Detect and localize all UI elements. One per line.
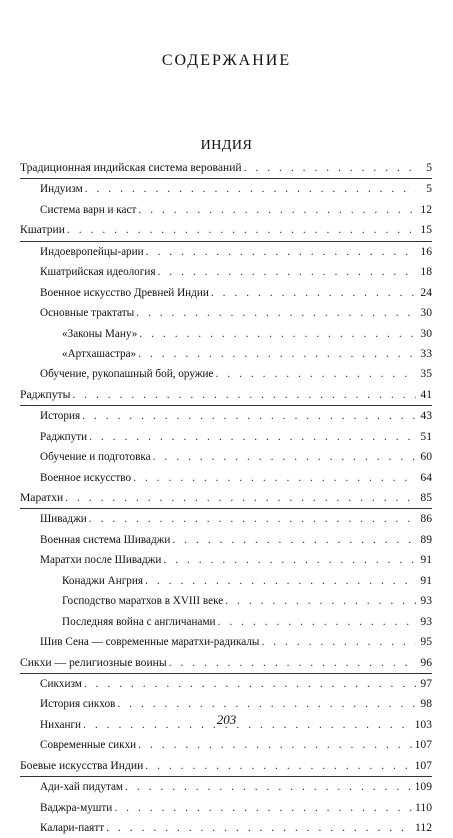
toc-entry-title: Господство маратхов в XVIII веке — [62, 595, 224, 608]
toc-entry — [20, 488, 432, 509]
toc-entry — [20, 509, 432, 529]
toc-entry-title: Сикхизм — [40, 677, 82, 690]
toc-entry-title: Сикхи — религиозные воины — [20, 655, 167, 669]
toc-entry — [20, 179, 432, 199]
toc-entry — [20, 324, 432, 344]
toc-entry-page: 91 — [420, 553, 432, 567]
toc-entry-page: 41 — [420, 387, 432, 401]
toc-entry-page: 110 — [415, 800, 432, 814]
toc-leader-dots — [225, 591, 416, 611]
toc-entry-title: Калари-паятт — [40, 822, 105, 834]
toc-entry-page: 16 — [420, 244, 432, 258]
toc-leader-dots — [106, 818, 413, 838]
toc-entry-title: Обучение, рукопашный бой, оружие — [40, 368, 214, 381]
toc-leader-dots — [169, 653, 416, 673]
toc-entry-page: 91 — [420, 573, 432, 587]
toc-entry-page: 93 — [420, 614, 432, 628]
toc-leader-dots — [172, 530, 416, 550]
toc-entry — [20, 385, 432, 406]
toc-entry-title: История — [40, 410, 81, 423]
toc-leader-dots — [84, 674, 416, 694]
toc-entry-page: 18 — [420, 265, 432, 279]
toc-entry-page: 93 — [420, 594, 432, 608]
toc-entry-title: Основные трактаты — [40, 307, 135, 320]
table-of-contents — [20, 158, 432, 838]
toc-entry-page: 30 — [420, 326, 432, 340]
toc-entry-title: Индуизм — [40, 183, 83, 196]
toc-entry — [20, 777, 432, 797]
toc-entry — [20, 283, 432, 303]
toc-entry-page: 33 — [420, 346, 432, 360]
toc-entry-title: Раджпути — [40, 430, 88, 443]
toc-entry-page: 112 — [415, 821, 432, 834]
toc-entry — [20, 200, 432, 220]
toc-entry-page: 103 — [414, 717, 432, 731]
toc-entry-title: Конаджи Ангрия — [62, 574, 144, 587]
toc-leader-dots — [136, 303, 416, 323]
page-title: СОДЕРЖАНИЕ — [161, 52, 292, 69]
toc-entry — [20, 468, 432, 488]
toc-entry-page: 95 — [420, 635, 432, 649]
toc-entry-title: Обучение и подготовка — [40, 451, 151, 464]
toc-entry-page: 43 — [420, 409, 432, 423]
toc-leader-dots — [244, 158, 416, 178]
toc-entry-title: Кшатрийская идеология — [40, 266, 156, 279]
toc-entry — [20, 364, 432, 384]
toc-entry-title: Современные сикхи — [40, 739, 137, 752]
toc-leader-dots — [153, 447, 416, 467]
toc-entry — [20, 550, 432, 570]
toc-entry — [20, 344, 432, 364]
toc-entry-page: 107 — [414, 758, 432, 772]
toc-entry-page: 60 — [420, 450, 432, 464]
toc-leader-dots — [211, 283, 416, 303]
toc-entry-page: 107 — [414, 738, 432, 752]
toc-leader-dots — [138, 735, 412, 755]
toc-entry — [20, 798, 432, 818]
toc-leader-dots — [139, 324, 416, 344]
toc-entry-title: Кшатрии — [20, 223, 65, 237]
toc-entry-page: 5 — [426, 161, 432, 174]
toc-leader-dots — [65, 488, 416, 508]
toc-entry — [20, 591, 432, 611]
toc-entry-title: Индоевропейцы-арии — [40, 245, 144, 258]
toc-entry — [20, 427, 432, 447]
toc-entry-page: 86 — [420, 512, 432, 526]
toc-entry-page: 15 — [420, 223, 432, 237]
toc-entry — [20, 262, 432, 282]
toc-entry-page: 96 — [420, 655, 432, 669]
toc-entry — [20, 406, 432, 426]
toc-entry-title: Система варн и каст — [40, 203, 137, 216]
toc-leader-dots — [138, 344, 416, 364]
toc-entry-title: «Артхашастра» — [62, 347, 137, 360]
toc-entry-page: 85 — [420, 491, 432, 504]
section-title: ИНДИЯ — [200, 138, 253, 153]
toc-leader-dots — [261, 632, 416, 652]
toc-leader-dots — [138, 200, 416, 220]
toc-leader-dots — [215, 364, 416, 384]
toc-leader-dots — [82, 406, 416, 426]
toc-leader-dots — [146, 242, 416, 262]
toc-entry-page: 109 — [414, 780, 432, 794]
toc-entry-page: 51 — [420, 429, 432, 443]
toc-entry — [20, 756, 432, 777]
toc-entry — [20, 612, 432, 632]
toc-entry-title: Военное искусство Древней Индии — [40, 286, 209, 299]
toc-entry-title: Последняя война с англичанами — [62, 615, 216, 628]
toc-entry-page: 98 — [420, 697, 432, 711]
toc-entry — [20, 303, 432, 323]
toc-entry — [20, 571, 432, 591]
toc-entry-title: Маратхи после Шиваджи — [40, 554, 162, 567]
toc-entry — [20, 632, 432, 652]
toc-entry-page: 5 — [426, 182, 432, 196]
toc-entry-page: 12 — [420, 202, 432, 216]
toc-leader-dots — [114, 798, 413, 818]
toc-entry-page: 64 — [420, 470, 432, 484]
toc-entry-title: Традиционная индийская система верований — [20, 161, 242, 174]
toc-entry-page: 24 — [420, 285, 432, 299]
toc-leader-dots — [67, 220, 416, 240]
toc-entry — [20, 447, 432, 467]
toc-leader-dots — [163, 550, 416, 570]
toc-entry-title: Боевые искусства Индии — [20, 758, 144, 772]
toc-entry — [20, 158, 432, 179]
toc-entry-title: Ваджра-мушти — [40, 801, 113, 814]
toc-leader-dots — [157, 262, 416, 282]
toc-entry — [20, 653, 432, 674]
toc-entry — [20, 735, 432, 755]
toc-leader-dots — [145, 571, 416, 591]
toc-entry — [20, 242, 432, 262]
toc-leader-dots — [89, 509, 416, 529]
toc-entry-title: Военная система Шиваджи — [40, 533, 171, 546]
toc-entry-title: Раджпуты — [20, 387, 71, 401]
toc-leader-dots — [133, 468, 416, 488]
toc-leader-dots — [85, 179, 416, 199]
toc-leader-dots — [89, 427, 416, 447]
toc-entry — [20, 530, 432, 550]
toc-leader-dots — [125, 777, 413, 797]
toc-entry-title: Ниханги — [40, 718, 82, 731]
toc-entry-title: Маратхи — [20, 491, 64, 504]
toc-entry-title: «Законы Ману» — [62, 327, 138, 340]
toc-entry-page: 97 — [420, 676, 432, 690]
toc-entry-title: Шив Сена — современные маратхи-радикалы — [40, 636, 260, 649]
toc-entry-title: Военное искусство — [40, 471, 132, 484]
toc-entry — [20, 220, 432, 241]
toc-entry-page: 30 — [420, 306, 432, 320]
toc-leader-dots — [72, 385, 416, 405]
toc-entry-page: 89 — [420, 532, 432, 546]
toc-leader-dots — [145, 756, 412, 776]
toc-leader-dots — [218, 612, 416, 632]
toc-entry-title: Ади-хай пидутам — [40, 781, 124, 794]
toc-entry-title: Шиваджи — [40, 513, 87, 526]
toc-entry — [20, 674, 432, 694]
toc-entry — [20, 818, 432, 838]
toc-entry-page: 35 — [420, 367, 432, 381]
page-number: 203 — [216, 712, 237, 727]
toc-entry-title: История сикхов — [40, 698, 116, 711]
